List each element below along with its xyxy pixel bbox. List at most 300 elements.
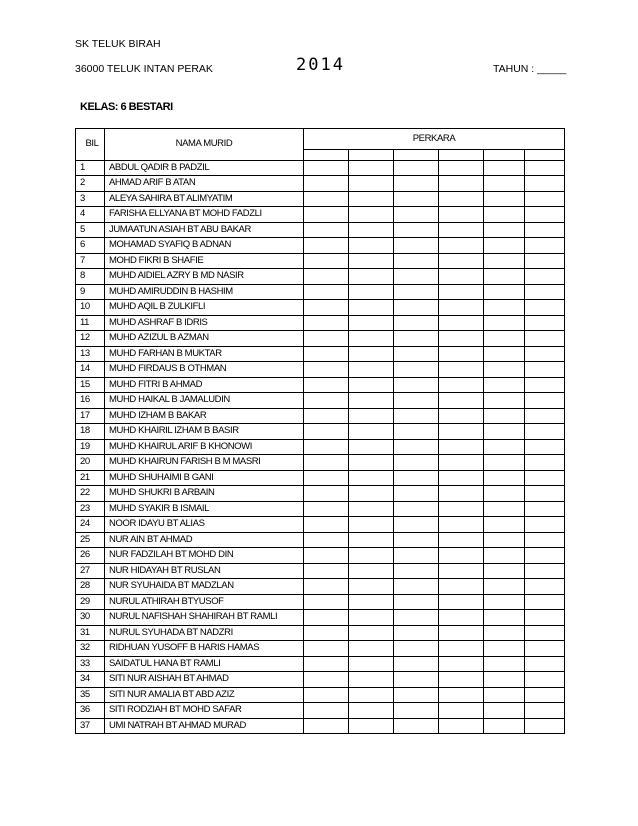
perkara-cell[interactable]	[484, 222, 525, 238]
perkara-cell[interactable]	[349, 315, 394, 331]
perkara-cell[interactable]	[349, 486, 394, 502]
table-row	[76, 408, 565, 424]
perkara-cell[interactable]	[394, 238, 439, 254]
table-row	[76, 517, 565, 533]
perkara-cell[interactable]	[304, 439, 349, 455]
perkara-cell[interactable]	[525, 300, 565, 316]
table-row	[76, 641, 565, 657]
perkara-cell[interactable]	[484, 656, 525, 672]
perkara-cell[interactable]	[349, 610, 394, 626]
perkara-cell[interactable]	[525, 672, 565, 688]
perkara-cell[interactable]	[484, 207, 525, 223]
perkara-cell[interactable]	[304, 672, 349, 688]
perkara-cell[interactable]	[439, 238, 484, 254]
perkara-cell[interactable]	[394, 176, 439, 192]
table-row	[76, 563, 565, 579]
perkara-cell[interactable]	[525, 641, 565, 657]
perkara-cell[interactable]	[525, 625, 565, 641]
perkara-cell[interactable]	[439, 191, 484, 207]
table-row	[76, 532, 565, 548]
perkara-cell[interactable]	[304, 517, 349, 533]
perkara-cell[interactable]	[394, 470, 439, 486]
perkara-cell[interactable]	[439, 656, 484, 672]
perkara-cell[interactable]	[394, 408, 439, 424]
perkara-cell[interactable]	[349, 238, 394, 254]
table-row	[76, 362, 565, 378]
row-nama: NUR SYUHAIDA BT MADZLAN	[105, 579, 304, 595]
perkara-cell[interactable]	[484, 532, 525, 548]
perkara-cell[interactable]	[484, 579, 525, 595]
perkara-cell[interactable]	[439, 625, 484, 641]
perkara-cell[interactable]	[394, 672, 439, 688]
perkara-cell[interactable]	[394, 424, 439, 440]
perkara-cell[interactable]	[349, 563, 394, 579]
perkara-cell[interactable]	[304, 160, 349, 176]
perkara-cell[interactable]	[304, 532, 349, 548]
row-nama: JUMAATUN ASIAH BT ABU BAKAR	[105, 222, 304, 238]
perkara-cell[interactable]	[304, 687, 349, 703]
row-nama: SITI NUR AMALIA BT ABD AZIZ	[105, 687, 304, 703]
perkara-cell[interactable]	[349, 191, 394, 207]
row-nama: SITI NUR AISHAH BT AHMAD	[105, 672, 304, 688]
perkara-cell[interactable]	[439, 424, 484, 440]
row-bil: 7	[76, 253, 105, 269]
table-row	[76, 191, 565, 207]
perkara-cell[interactable]	[349, 439, 394, 455]
perkara-cell[interactable]	[394, 656, 439, 672]
perkara-cell[interactable]	[439, 501, 484, 517]
table-row	[76, 548, 565, 564]
row-bil: 26	[76, 548, 105, 564]
perkara-cell[interactable]	[439, 269, 484, 285]
perkara-cell[interactable]	[304, 486, 349, 502]
perkara-cell[interactable]	[525, 718, 565, 734]
perkara-cell[interactable]	[439, 563, 484, 579]
year-label: 2014	[296, 55, 345, 75]
table-row	[76, 253, 565, 269]
perkara-cell[interactable]	[484, 718, 525, 734]
perkara-cell[interactable]	[525, 517, 565, 533]
perkara-cell[interactable]	[525, 160, 565, 176]
row-nama: MOHD FIKRI B SHAFIE	[105, 253, 304, 269]
perkara-cell[interactable]	[394, 563, 439, 579]
perkara-cell[interactable]	[525, 610, 565, 626]
perkara-cell[interactable]	[484, 424, 525, 440]
row-bil: 31	[76, 625, 105, 641]
perkara-cell[interactable]	[484, 315, 525, 331]
perkara-cell[interactable]	[525, 594, 565, 610]
perkara-cell[interactable]	[394, 207, 439, 223]
perkara-cell[interactable]	[304, 207, 349, 223]
table-row	[76, 222, 565, 238]
perkara-cell[interactable]	[525, 563, 565, 579]
perkara-cell[interactable]	[349, 222, 394, 238]
row-bil: 22	[76, 486, 105, 502]
perkara-cell[interactable]	[439, 718, 484, 734]
row-bil: 5	[76, 222, 105, 238]
row-nama: NURUL ATHIRAH BTYUSOF	[105, 594, 304, 610]
perkara-cell[interactable]	[484, 548, 525, 564]
perkara-cell[interactable]	[484, 610, 525, 626]
perkara-cell[interactable]	[304, 455, 349, 471]
perkara-cell[interactable]	[394, 315, 439, 331]
perkara-cell[interactable]	[484, 625, 525, 641]
perkara-cell[interactable]	[439, 517, 484, 533]
table-row	[76, 269, 565, 285]
perkara-cell[interactable]	[349, 625, 394, 641]
perkara-cell[interactable]	[304, 393, 349, 409]
row-nama: RIDHUAN YUSOFF B HARIS HAMAS	[105, 641, 304, 657]
perkara-cell[interactable]	[525, 377, 565, 393]
perkara-cell[interactable]	[304, 331, 349, 347]
row-bil: 11	[76, 315, 105, 331]
perkara-cell[interactable]	[439, 687, 484, 703]
perkara-cell[interactable]	[394, 331, 439, 347]
perkara-cell[interactable]	[484, 455, 525, 471]
perkara-cell[interactable]	[439, 408, 484, 424]
row-nama: SITI RODZIAH BT MOHD SAFAR	[105, 703, 304, 719]
row-nama: ALEYA SAHIRA BT ALIMYATIM	[105, 191, 304, 207]
perkara-cell[interactable]	[439, 176, 484, 192]
row-nama: MUHD SHUKRI B ARBAIN	[105, 486, 304, 502]
perkara-cell[interactable]	[394, 284, 439, 300]
perkara-cell[interactable]	[304, 625, 349, 641]
row-bil: 18	[76, 424, 105, 440]
perkara-cell[interactable]	[525, 222, 565, 238]
perkara-cell[interactable]	[484, 501, 525, 517]
table-row	[76, 625, 565, 641]
perkara-cell[interactable]	[484, 284, 525, 300]
perkara-cell[interactable]	[439, 486, 484, 502]
perkara-cell[interactable]	[525, 548, 565, 564]
table-row	[76, 687, 565, 703]
perkara-cell[interactable]	[439, 594, 484, 610]
perkara-cell[interactable]	[439, 300, 484, 316]
row-nama: NUR HIDAYAH BT RUSLAN	[105, 563, 304, 579]
perkara-cell[interactable]	[394, 532, 439, 548]
perkara-cell[interactable]	[439, 470, 484, 486]
row-nama: MOHAMAD SYAFIQ B ADNAN	[105, 238, 304, 254]
table-row	[76, 610, 565, 626]
row-bil: 9	[76, 284, 105, 300]
perkara-cell[interactable]	[484, 672, 525, 688]
col-bil-header: BIL	[76, 129, 105, 161]
row-nama: MUHD SYAKIR B ISMAIL	[105, 501, 304, 517]
perkara-cell[interactable]	[484, 408, 525, 424]
perkara-cell[interactable]	[525, 331, 565, 347]
perkara-cell[interactable]	[304, 253, 349, 269]
perkara-cell[interactable]	[525, 439, 565, 455]
perkara-cell[interactable]	[304, 594, 349, 610]
perkara-cell[interactable]	[304, 424, 349, 440]
perkara-cell[interactable]	[525, 687, 565, 703]
perkara-cell[interactable]	[484, 687, 525, 703]
perkara-cell[interactable]	[525, 238, 565, 254]
perkara-cell[interactable]	[304, 579, 349, 595]
row-nama: MUHD HAIKAL B JAMALUDIN	[105, 393, 304, 409]
perkara-cell[interactable]	[304, 284, 349, 300]
row-bil: 25	[76, 532, 105, 548]
table-row	[76, 331, 565, 347]
perkara-cell[interactable]	[304, 656, 349, 672]
perkara-cell[interactable]	[349, 703, 394, 719]
perkara-cell[interactable]	[394, 594, 439, 610]
row-bil: 6	[76, 238, 105, 254]
perkara-cell[interactable]	[349, 207, 394, 223]
perkara-cell[interactable]	[304, 176, 349, 192]
perkara-cell[interactable]	[439, 579, 484, 595]
perkara-cell[interactable]	[484, 641, 525, 657]
perkara-cell[interactable]	[304, 703, 349, 719]
table-row	[76, 284, 565, 300]
perkara-cell[interactable]	[349, 408, 394, 424]
perkara-cell[interactable]	[394, 455, 439, 471]
perkara-cell[interactable]	[304, 300, 349, 316]
perkara-cell[interactable]	[349, 176, 394, 192]
perkara-cell[interactable]	[525, 346, 565, 362]
table-row	[76, 160, 565, 176]
row-nama: ABDUL QADIR B PADZIL	[105, 160, 304, 176]
perkara-cell[interactable]	[525, 486, 565, 502]
perkara-cell[interactable]	[439, 610, 484, 626]
perkara-cell[interactable]	[439, 548, 484, 564]
perkara-cell[interactable]	[484, 594, 525, 610]
table-row	[76, 424, 565, 440]
perkara-cell[interactable]	[349, 579, 394, 595]
row-nama: MUHD AMIRUDDIN B HASHIM	[105, 284, 304, 300]
perkara-cell[interactable]	[349, 424, 394, 440]
perkara-cell[interactable]	[394, 222, 439, 238]
perkara-cell[interactable]	[525, 532, 565, 548]
perkara-cell[interactable]	[349, 470, 394, 486]
perkara-cell[interactable]	[525, 284, 565, 300]
perkara-cell[interactable]	[439, 377, 484, 393]
row-nama: MUHD AIDIEL AZRY B MD NASIR	[105, 269, 304, 285]
perkara-cell[interactable]	[349, 687, 394, 703]
perkara-cell[interactable]	[394, 625, 439, 641]
perkara-cell[interactable]	[304, 377, 349, 393]
perkara-cell[interactable]	[525, 362, 565, 378]
perkara-cell[interactable]	[394, 191, 439, 207]
perkara-cell[interactable]	[525, 703, 565, 719]
perkara-cell[interactable]	[525, 207, 565, 223]
perkara-cell[interactable]	[349, 300, 394, 316]
perkara-cell[interactable]	[349, 672, 394, 688]
perkara-cell[interactable]	[525, 393, 565, 409]
perkara-cell[interactable]	[484, 331, 525, 347]
perkara-cell[interactable]	[304, 610, 349, 626]
perkara-cell[interactable]	[304, 641, 349, 657]
table-row	[76, 594, 565, 610]
row-bil: 24	[76, 517, 105, 533]
perkara-cell[interactable]	[394, 610, 439, 626]
table-row	[76, 579, 565, 595]
row-bil: 30	[76, 610, 105, 626]
perkara-cell[interactable]	[484, 470, 525, 486]
row-nama: MUHD AZIZUL B AZMAN	[105, 331, 304, 347]
row-bil: 23	[76, 501, 105, 517]
perkara-cell[interactable]	[394, 548, 439, 564]
perkara-cell[interactable]	[525, 470, 565, 486]
perkara-cell[interactable]	[394, 346, 439, 362]
perkara-cell[interactable]	[439, 641, 484, 657]
perkara-cell[interactable]	[439, 284, 484, 300]
perkara-cell[interactable]	[484, 362, 525, 378]
perkara-cell[interactable]	[484, 393, 525, 409]
perkara-cell[interactable]	[439, 315, 484, 331]
row-bil: 2	[76, 176, 105, 192]
row-nama: MUHD AQIL B ZULKIFLI	[105, 300, 304, 316]
perkara-cell[interactable]	[484, 176, 525, 192]
perkara-cell[interactable]	[525, 253, 565, 269]
perkara-cell[interactable]	[304, 563, 349, 579]
perkara-cell[interactable]	[394, 300, 439, 316]
perkara-cell[interactable]	[304, 238, 349, 254]
perkara-cell[interactable]	[394, 641, 439, 657]
row-bil: 34	[76, 672, 105, 688]
perkara-cell[interactable]	[439, 703, 484, 719]
perkara-cell[interactable]	[394, 269, 439, 285]
perkara-cell[interactable]	[349, 377, 394, 393]
perkara-cell[interactable]	[439, 331, 484, 347]
row-nama: MUHD SHUHAIMI B GANI	[105, 470, 304, 486]
perkara-cell[interactable]	[304, 501, 349, 517]
perkara-cell[interactable]	[394, 393, 439, 409]
row-nama: MUHD ASHRAF B IDRIS	[105, 315, 304, 331]
perkara-cell[interactable]	[484, 191, 525, 207]
perkara-cell[interactable]	[394, 160, 439, 176]
perkara-cell[interactable]	[304, 346, 349, 362]
perkara-cell[interactable]	[484, 377, 525, 393]
perkara-cell[interactable]	[439, 455, 484, 471]
perkara-cell[interactable]	[394, 517, 439, 533]
perkara-cell[interactable]	[394, 703, 439, 719]
perkara-cell[interactable]	[394, 718, 439, 734]
row-nama: UMI NATRAH BT AHMAD MURAD	[105, 718, 304, 734]
perkara-cell[interactable]	[394, 362, 439, 378]
perkara-cell[interactable]	[304, 269, 349, 285]
perkara-cell[interactable]	[394, 253, 439, 269]
row-bil: 14	[76, 362, 105, 378]
perkara-cell[interactable]	[349, 641, 394, 657]
school-name: SK TELUK BIRAH	[75, 38, 161, 50]
perkara-cell[interactable]	[525, 455, 565, 471]
perkara-cell[interactable]	[304, 470, 349, 486]
perkara-cell[interactable]	[439, 393, 484, 409]
perkara-cell[interactable]	[349, 253, 394, 269]
perkara-cell[interactable]	[525, 269, 565, 285]
perkara-cell[interactable]	[349, 346, 394, 362]
perkara-cell[interactable]	[439, 207, 484, 223]
perkara-cell[interactable]	[394, 486, 439, 502]
table-row	[76, 238, 565, 254]
perkara-cell[interactable]	[304, 362, 349, 378]
table-row	[76, 393, 565, 409]
perkara-cell[interactable]	[349, 532, 394, 548]
perkara-cell[interactable]	[349, 393, 394, 409]
perkara-cell[interactable]	[484, 439, 525, 455]
perkara-cell[interactable]	[484, 517, 525, 533]
perkara-cell[interactable]	[525, 501, 565, 517]
perkara-cell[interactable]	[349, 548, 394, 564]
perkara-cell[interactable]	[394, 501, 439, 517]
perkara-cell[interactable]	[439, 253, 484, 269]
perkara-cell[interactable]	[525, 191, 565, 207]
perkara-cell[interactable]	[439, 362, 484, 378]
perkara-cell[interactable]	[349, 517, 394, 533]
perkara-cell[interactable]	[394, 439, 439, 455]
perkara-cell[interactable]	[304, 548, 349, 564]
perkara-cell[interactable]	[439, 346, 484, 362]
row-nama: MUHD FITRI B AHMAD	[105, 377, 304, 393]
row-bil: 27	[76, 563, 105, 579]
perkara-cell[interactable]	[525, 315, 565, 331]
perkara-cell[interactable]	[439, 439, 484, 455]
table-row	[76, 315, 565, 331]
perkara-cell[interactable]	[484, 346, 525, 362]
perkara-cell[interactable]	[304, 718, 349, 734]
perkara-cell[interactable]	[484, 269, 525, 285]
perkara-cell[interactable]	[525, 408, 565, 424]
class-label: KELAS: 6 BESTARI	[80, 101, 173, 113]
perkara-cell[interactable]	[525, 579, 565, 595]
perkara-cell[interactable]	[349, 501, 394, 517]
perkara-cell[interactable]	[349, 269, 394, 285]
perkara-cell[interactable]	[394, 687, 439, 703]
perkara-cell[interactable]	[484, 253, 525, 269]
perkara-cell[interactable]	[484, 300, 525, 316]
table-row	[76, 300, 565, 316]
perkara-cell[interactable]	[349, 284, 394, 300]
table-row	[76, 346, 565, 362]
table-row	[76, 486, 565, 502]
perkara-cell[interactable]	[484, 160, 525, 176]
perkara-cell[interactable]	[439, 672, 484, 688]
perkara-cell[interactable]	[304, 222, 349, 238]
row-nama: AHMAD ARIF B ATAN	[105, 176, 304, 192]
perkara-cell[interactable]	[484, 486, 525, 502]
perkara-cell[interactable]	[349, 718, 394, 734]
row-bil: 10	[76, 300, 105, 316]
perkara-subcell	[439, 150, 484, 161]
perkara-cell[interactable]	[525, 656, 565, 672]
perkara-cell[interactable]	[525, 424, 565, 440]
row-bil: 37	[76, 718, 105, 734]
perkara-cell[interactable]	[439, 160, 484, 176]
perkara-cell[interactable]	[304, 191, 349, 207]
table-body	[76, 160, 565, 734]
perkara-cell[interactable]	[349, 594, 394, 610]
perkara-cell[interactable]	[484, 703, 525, 719]
row-nama: SAIDATUL HANA BT RAMLI	[105, 656, 304, 672]
perkara-cell[interactable]	[304, 315, 349, 331]
perkara-cell[interactable]	[394, 377, 439, 393]
perkara-cell[interactable]	[439, 532, 484, 548]
perkara-cell[interactable]	[394, 579, 439, 595]
perkara-cell[interactable]	[525, 176, 565, 192]
perkara-cell[interactable]	[349, 160, 394, 176]
perkara-cell[interactable]	[484, 563, 525, 579]
perkara-cell[interactable]	[484, 238, 525, 254]
perkara-cell[interactable]	[439, 222, 484, 238]
perkara-cell[interactable]	[349, 656, 394, 672]
table-row	[76, 455, 565, 471]
perkara-cell[interactable]	[349, 362, 394, 378]
perkara-cell[interactable]	[304, 408, 349, 424]
perkara-subcell	[394, 150, 439, 161]
perkara-cell[interactable]	[349, 455, 394, 471]
perkara-cell[interactable]	[349, 331, 394, 347]
